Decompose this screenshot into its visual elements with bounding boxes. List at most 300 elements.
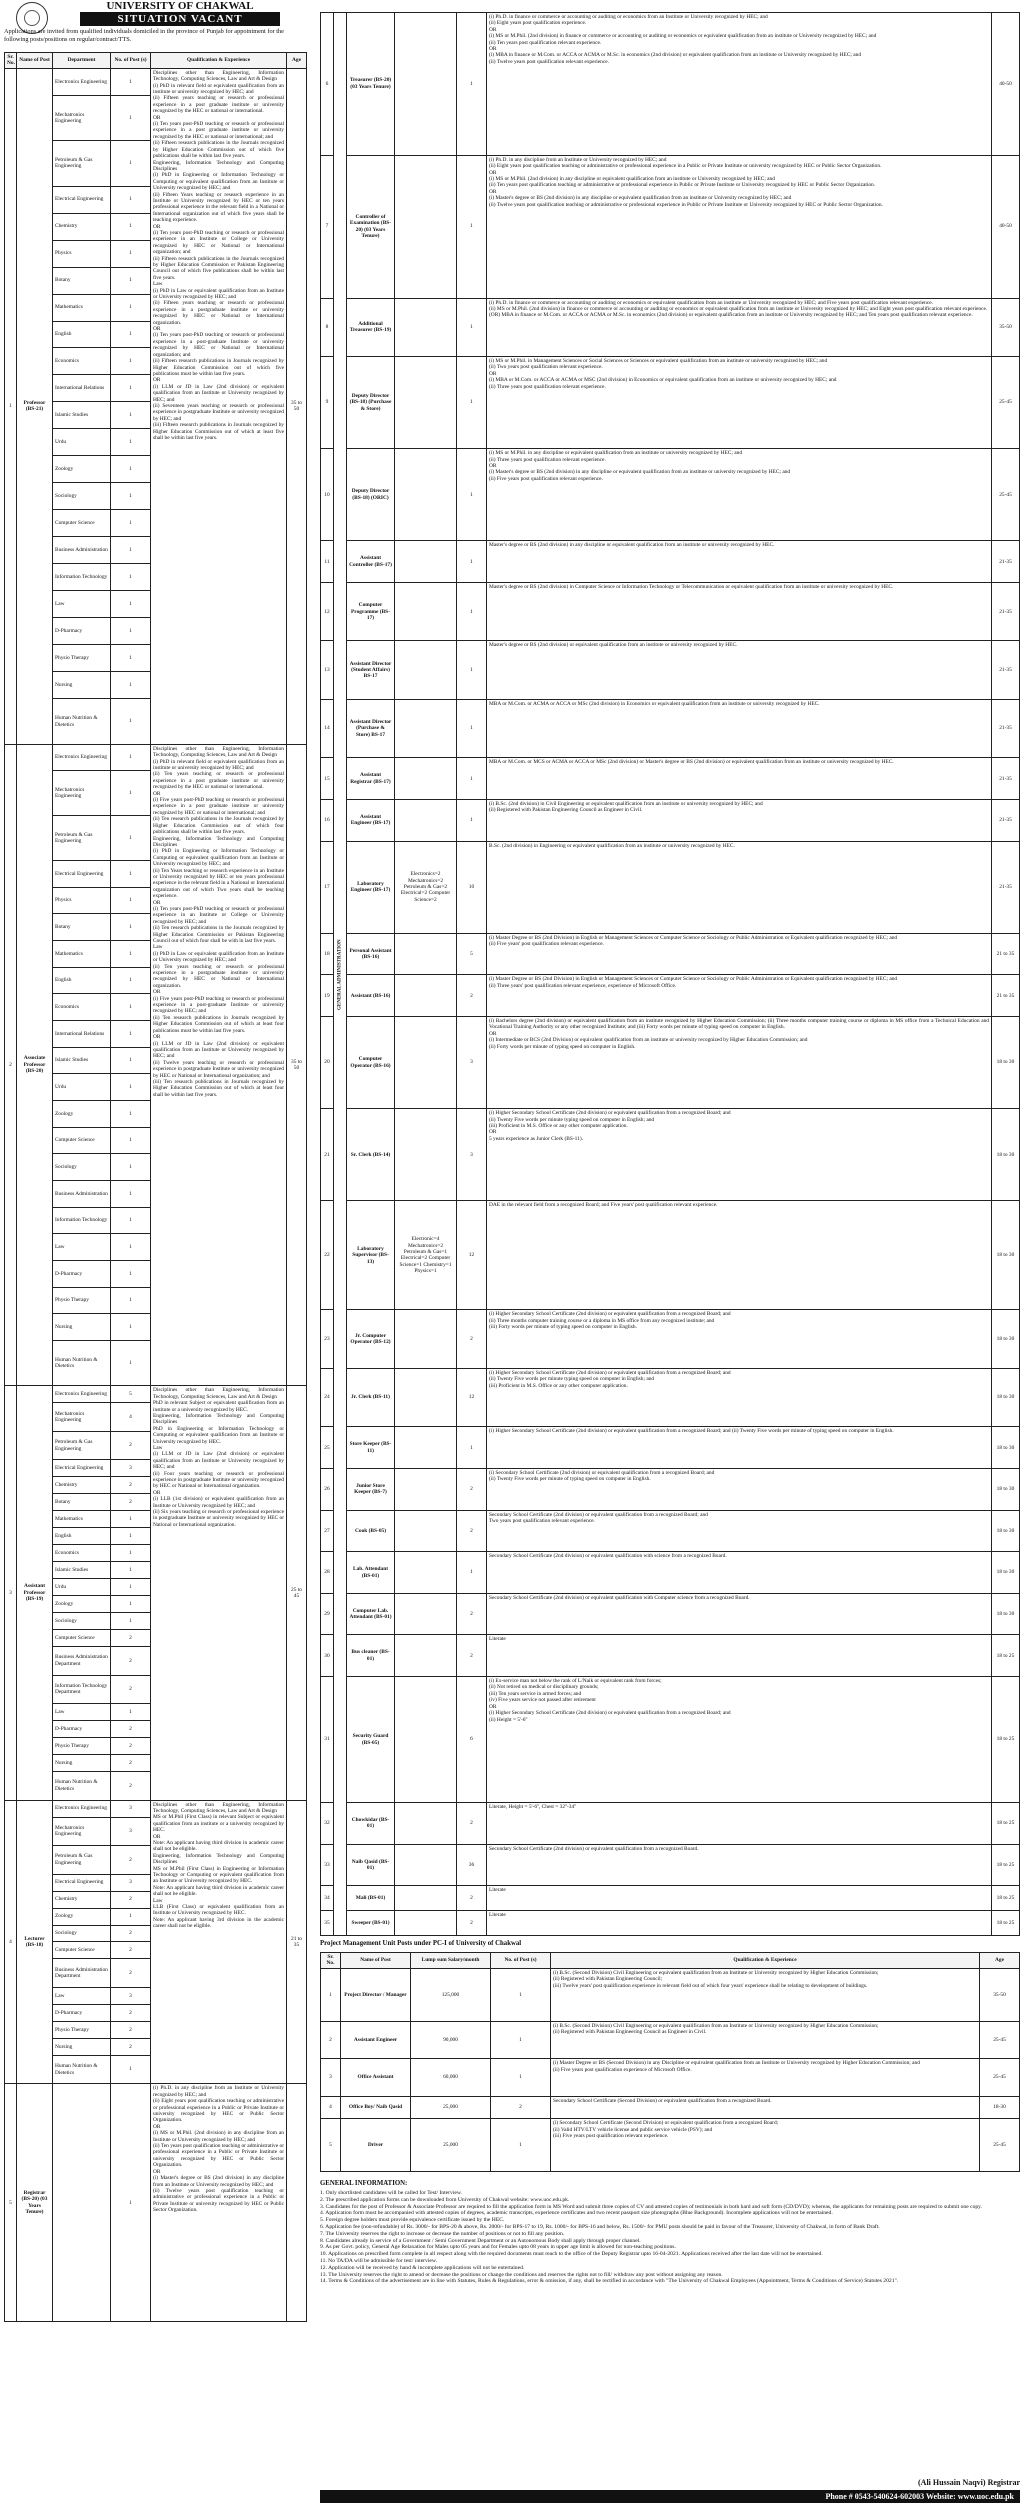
salary: 25,000 — [411, 2119, 491, 2172]
post-name: Bus cleaner (BS-01) — [347, 1635, 395, 1677]
post-count: 1 — [111, 1287, 151, 1314]
post-count: 1 — [111, 2055, 151, 2084]
department: Petroleum & Gas Engineering — [53, 1846, 111, 1875]
department: Information Technology Department — [53, 1675, 111, 1704]
department — [395, 1427, 457, 1469]
qualification: DAE in the relevant field from a recognized Board; and Five years' post qualification relevant experience. — [487, 1201, 992, 1310]
age: 40-50 — [992, 155, 1020, 298]
post-count: 1 — [111, 1613, 151, 1630]
department: Human Nutrition & Dietetics — [53, 699, 111, 745]
admin-table — [320, 12, 1020, 1936]
post-count: 1 — [457, 1427, 487, 1469]
post-count: 2 — [111, 1721, 151, 1738]
post-count: 1 — [111, 483, 151, 510]
post-count: 1 — [457, 1552, 487, 1594]
general-info-item: 8. Candidates already in service of a Government / Semi Government Department or an Autonomous Body shall apply through proper channel. — [320, 2237, 641, 2244]
department: Electronic=4 Mechatronics=2 Petroleum & Gas=1 Electrical=2 Computer Science=1 Chemistry=1 Physics=1 — [395, 1201, 457, 1310]
department — [395, 1109, 457, 1201]
qualification: Literate — [487, 1635, 992, 1677]
university-name: UNIVERSITY OF CHAKWAL — [106, 0, 254, 12]
department: Economics — [53, 1545, 111, 1562]
general-info-item: 13. The University reserves the right to amend or decrease the positions or change the conditions and reserves the rights not to fill/ withdraw any post without assigning any reason. — [320, 2271, 723, 2278]
post-count: 1 — [111, 186, 151, 213]
department — [395, 1017, 457, 1109]
sr-no: 32 — [321, 1803, 334, 1845]
department: Computer Science — [53, 1630, 111, 1647]
post-name: Personal Assistant (BS-16) — [347, 933, 395, 975]
department: Mechatronics Engineering — [53, 771, 111, 816]
faculty-body — [5, 68, 307, 2321]
post-count: 1 — [111, 141, 151, 186]
age: 35-50 — [980, 1968, 1020, 2021]
department: Chemistry — [53, 1477, 111, 1494]
department: Nursing — [53, 1755, 111, 1772]
qualification: Secondary School Certificate (2nd division) or equivalent qualification from a recognized Board; and Two years post qualification relevant experience. — [487, 1510, 992, 1552]
table-row — [321, 1910, 1020, 1935]
post-count: 1 — [111, 591, 151, 618]
post-name: Junior Store Keeper (BS-7) — [347, 1469, 395, 1511]
post-count: 2 — [491, 2096, 551, 2118]
post-count: 1 — [111, 618, 151, 645]
sr-no: 12 — [321, 583, 334, 641]
sr-no: 4 — [321, 2096, 341, 2118]
table-row — [321, 2096, 1020, 2118]
post-name: Lab. Attendant (BS-01) — [347, 1552, 395, 1594]
situation-vacant-banner: SITUATION VACANT — [80, 12, 280, 26]
general-information-list — [320, 2190, 1020, 2285]
salary: 125,000 — [411, 1968, 491, 2021]
post-count: 1 — [457, 699, 487, 757]
department — [395, 1635, 457, 1677]
admin-body — [321, 13, 1020, 1936]
age: 21 to 35 — [992, 975, 1020, 1017]
post-count: 1 — [457, 155, 487, 298]
department: English — [53, 1528, 111, 1545]
department: Electrical Engineering — [53, 861, 111, 888]
pmu-title: Project Management Unit Posts under PC-I of University of Chakwal — [320, 1940, 522, 1947]
department: Law — [53, 1987, 111, 2004]
qualification: (i) Bachelors degree (2nd division) or equivalent qualification from an institute recognized by Higher Education Commission; (ii) Three months computer training course or diploma in MS office from a Technical Education and Vocational Training Authority or any other recognized Institute; and (iii) Forty words per minute of typing speed on computer in English. OR (i) Intermediate or BCS (2nd Division) or equivalent qualification from an institute or university recognized by Higher Education Commission; and (ii) Forty words per minute of typing speed on computer in English. — [487, 1017, 992, 1109]
post-count: 5 — [457, 933, 487, 975]
department: Electronics Engineering — [53, 744, 111, 771]
table-row — [321, 1968, 1020, 2021]
post-count: 1 — [111, 1528, 151, 1545]
post-count: 2 — [111, 1477, 151, 1494]
post-name: Assistant Controller (BS-17) — [347, 541, 395, 583]
post-count: 2 — [111, 1647, 151, 1676]
department — [53, 2084, 111, 2322]
table-row — [321, 933, 1020, 975]
post-count: 1 — [111, 861, 151, 888]
department: Zoology — [53, 456, 111, 483]
table-row — [321, 1803, 1020, 1845]
sr-no: 34 — [321, 1886, 334, 1911]
table-row — [321, 1510, 1020, 1552]
age: 21 to 35 — [287, 1800, 307, 2084]
department: Information Technology — [53, 1207, 111, 1234]
department: Physio Therapy — [53, 1287, 111, 1314]
qualification: Master's degree or BS (2nd division) in Computer Science or Information Technology or Telecommunication or equivalent qualification from an institute or university recognized by HEC. — [487, 583, 992, 641]
post-count: 1 — [111, 914, 151, 941]
age: 25-45 — [992, 357, 1020, 449]
department — [395, 298, 457, 356]
sr-no: 35 — [321, 1910, 334, 1935]
post-count: 1 — [111, 510, 151, 537]
post-count: 12 — [457, 1201, 487, 1310]
sr-no: 2 — [321, 2021, 341, 2059]
post-count: 1 — [111, 240, 151, 267]
department: Chemistry — [53, 213, 111, 240]
qualification: Master's degree or BS (2nd division) or equivalent qualification from an institute or university recognized by HEC. — [487, 641, 992, 699]
post-count: 1 — [111, 645, 151, 672]
department: Economics — [53, 348, 111, 375]
post-count: 2 — [111, 1771, 151, 1800]
department: Electronics Engineering — [53, 1800, 111, 1817]
department: Urdu — [53, 429, 111, 456]
age: 18 to 25 — [992, 1803, 1020, 1845]
department: Mechatronics Engineering — [53, 1403, 111, 1432]
sr-no: 11 — [321, 541, 334, 583]
qualification: (i) Master Degree or BS (Second Division) in any Discipline or equivalent qualification from an Institute or University recognized by Higher Education Commission; and (ii) Five years post qualification experience of Microsoft Office. — [551, 2059, 980, 2097]
post-name: Store Keeper (BS-11) — [347, 1427, 395, 1469]
table-row — [321, 1201, 1020, 1310]
post-count: 1 — [111, 294, 151, 321]
age: 18 to 25 — [992, 1910, 1020, 1935]
department — [395, 583, 457, 641]
department: Electronics Engineering — [53, 68, 111, 95]
age: 18 to 30 — [992, 1593, 1020, 1635]
post-count: 1 — [111, 699, 151, 745]
sr-no: 26 — [321, 1469, 334, 1511]
department — [395, 449, 457, 541]
department: Botany — [53, 267, 111, 294]
department: Mathematics — [53, 1511, 111, 1528]
post-count: 1 — [111, 95, 151, 140]
post-name: Deputy Director (BS-18) (ORIC) — [347, 449, 395, 541]
col-post: Name of Post — [17, 53, 53, 69]
qualification: Literate — [487, 1910, 992, 1935]
general-info-item: 11. No TA/DA will be admissible for test/ interview. — [320, 2257, 437, 2264]
post-name: Office Assistant — [341, 2059, 411, 2097]
post-name: Office Boy/ Naib Qasid — [341, 2096, 411, 2118]
post-count: 2 — [111, 1738, 151, 1755]
qualification: (i) B.Sc. (Second Division) Civil Engineering or equivalent qualification from an Institute or University recognized by Higher Education Commission; (ii) Registered with Pakistan Engineering Council as Engineer in Civil. — [551, 2021, 980, 2059]
department — [395, 357, 457, 449]
sr-no: 18 — [321, 933, 334, 975]
general-info-item: 9. As per Govt. policy, General Age Relaxation for Males upto 05 years and for Females upto 08 years in upper age limit is allowed for non-teaching positions. — [320, 2244, 676, 2251]
table-row — [321, 449, 1020, 541]
department: Electronics=2 Mechatronics=2 Petroleum & Gas=2 Electrical=2 Computer Science=2 — [395, 841, 457, 933]
post-count: 1 — [111, 1154, 151, 1181]
post-name: Assistant Engineer (BS-17) — [347, 800, 395, 842]
department: Urdu — [53, 1579, 111, 1596]
post-count: 1 — [457, 583, 487, 641]
pmu-col-posts: No. of Post (s) — [491, 1953, 551, 1969]
qualification: (i) Ph.D. in finance or commerce or accounting or auditing or economics or equivalent qualification from an institute or University recognized by HEC; and Five years post qualification relevant experience. (ii) MS or M.Phil. (2nd division) in finance or commerce or accounting or auditing or economics or equivalent qualification from an institute or University recognized by HEC; and Eight years post qualification relevant experience. (OR) MBA in finance or M.Com. or ACCA or ACMA or M.Sc. in economics (2nd division) or equivalent qualification from an institute or University recognized by HEC; and Ten years post qualification relevant experience. — [487, 298, 992, 356]
post-count: 1 — [111, 994, 151, 1021]
sr-no: 29 — [321, 1593, 334, 1635]
post-count: 2 — [111, 1755, 151, 1772]
post-count: 1 — [111, 1234, 151, 1261]
age: 35 to 50 — [287, 68, 307, 744]
post-count: 3 — [111, 1987, 151, 2004]
department: Islamic Studies — [53, 1562, 111, 1579]
department: Sociology — [53, 483, 111, 510]
post-name: Naib Qasid (BS-01) — [347, 1844, 395, 1886]
age: 40-50 — [992, 13, 1020, 156]
department: Botany — [53, 914, 111, 941]
post-name: Assistant Director (Purchase & Store) BS-17 — [347, 699, 395, 757]
post-count: 1 — [111, 456, 151, 483]
post-count: 1 — [111, 321, 151, 348]
general-information-title: GENERAL INFORMATION: — [320, 2180, 408, 2187]
qualification: MBA or M.Com. or MCS or ACMA or ACCA or MSc (2nd division) or Master's degree or BS (2nd division) or equivalent qualification from an institute or university recognized by HEC. — [487, 758, 992, 800]
post-count: 1 — [457, 357, 487, 449]
qualification: (i) Higher Secondary School Certificate (2nd division) or equivalent qualification from a recognized Board; and (ii) Twenty Five words per minute typing speed on computer in English; and (iii) Proficient in M.S. Office or any other computer application. — [487, 1368, 992, 1426]
post-count: 2 — [111, 2021, 151, 2038]
age: 25-45 — [980, 2021, 1020, 2059]
post-name: Jr. Clerk (BS-11) — [347, 1368, 395, 1426]
post-count: 3 — [111, 1800, 151, 1817]
table-row — [321, 1593, 1020, 1635]
age: 18 to 30 — [992, 1017, 1020, 1109]
post-name: Assistant Engineer — [341, 2021, 411, 2059]
department: Petroleum & Gas Engineering — [53, 141, 111, 186]
sr-no: 6 — [321, 13, 334, 156]
qualification: B.Sc. (2nd division) in Engineering or equivalent qualification from an institute or university recognized by HEC. — [487, 841, 992, 933]
table-row — [321, 641, 1020, 699]
sr-no: 31 — [321, 1677, 334, 1803]
table-row — [321, 298, 1020, 356]
qualification: (i) Secondary School Certificate (Second Division) or equivalent qualification from a recognized Board; (ii) Valid HTV/LTV vehicle license and public service vehicle (PSV); and (iii) Five years post qualification relevant experience. — [551, 2119, 980, 2172]
department: D-Pharmacy — [53, 618, 111, 645]
table-row — [321, 1368, 1020, 1426]
pmu-col-salary: Lump sum Salary/month — [411, 1953, 491, 1969]
general-info-item: 2. The prescribed application forms can be downloaded from University of Chakwal website: www.uoc.edu.pk. — [320, 2196, 570, 2203]
post-count: 2 — [111, 1494, 151, 1511]
sr-no: 22 — [321, 1201, 334, 1310]
qualification: Secondary School Certificate (2nd division) or equivalent qualification from a recognized Board. — [487, 1844, 992, 1886]
post-count: 1 — [111, 429, 151, 456]
post-count: 1 — [111, 1021, 151, 1048]
department: Computer Science — [53, 1942, 111, 1959]
sr-no: 15 — [321, 758, 334, 800]
post-count: 1 — [111, 771, 151, 816]
post-name: Assistant Director (Student Affairs) BS-17 — [347, 641, 395, 699]
sr-no: 8 — [321, 298, 334, 356]
age: 25-45 — [980, 2119, 1020, 2172]
col-posts: No. of Post (s) — [111, 53, 151, 69]
sr-no: 13 — [321, 641, 334, 699]
sr-no: 1 — [321, 1968, 341, 2021]
post-count: 3 — [111, 1874, 151, 1891]
department — [395, 1368, 457, 1426]
qualification: Master's degree or BS (2nd division) in any discipline or equivalent qualification from an institute or university recognized by HEC. — [487, 541, 992, 583]
department — [395, 975, 457, 1017]
post-count: 5 — [111, 1386, 151, 1403]
post-count: 10 — [457, 841, 487, 933]
department: Electronics Engineering — [53, 1386, 111, 1403]
department: Islamic Studies — [53, 402, 111, 429]
qualification: Disciplines other than Engineering, Information Technology, Computing Sciences, Law and Art & Design PhD in relevant Subject or equivalent qualification from an institute or a university recognized by HEC. Engineering, Information Technology and Computing Disciplines PhD in Engineering or Information Technology or Computing or equivalent qualification from an Institute or University recognized by HEC. Law (i) LLM or JD in Law (2nd division) or equivalent qualification from an Institute or University recognized by HEC; and (ii) Four years teaching or research or professional experience in postgraduate Institute or university recognized by HEC or National or International organization. OR (i) LLB (1st division) or equivalent qualification from an Institute or University recognized by HEC; and (ii) Six years teaching or research or professional experience in postgraduate Institute or university recognized by HEC or National or International organization. — [151, 1386, 287, 1800]
qualification: Disciplines other than Engineering, Information Technology, Computing Sciences, Law and Art & Design (i) PhD in relevant field or equivalent qualification from an institute or university recognized by HEC; and (ii) Fifteen years teaching or research or professional experience in a post graduate institute or university recognized by the HEC or national or international. OR (i) Ten years post-PhD teaching or research or professional experience in a post graduate institute or university recognized by the HEC or national or international; and (ii) Fifteen research publications in the Journals recognized by Higher Education Commission out of which five publications shall be within last five years. Engineering, Information Technology and Computing Disciplines (i) PhD in Engineering or Information Technology or Computing or equivalent qualification from an Institute or University recognized by HEC; and (ii) Fifteen Years teaching or research experience in an Institute or University recognized by HEC or ten years professional experience in the relevant field in a National or International organization out of which five years shall be teaching experience. OR (i) Ten years post-PhD teaching or research or professional experience in an Institute or College or University recognized by HEC or National or International organization; and (ii) Fifteen research publications in the Journals recognized by Higher Education Commission or Pakistan Engineering Council out of which five publications shall be within last five years. Law (i) PhD in Law or equivalent qualification from an Institute or University recognized by HEC; and (ii) Fifteen years teaching or research or professional experience in a postgraduate institute or university recognized by HEC or National or International organization. OR (i) Ten years post-PhD teaching or research or professional experience in a post-graduate Institute or university recognized by HEC or National or International organization; and (ii) Fifteen research publications in Journals recognized by Higher Education Commission out of which five publications must be within last five years. OR (i) LLM or JD in Law (2nd division) or equivalent qualification from an Institute or University recognized by HEC; and (ii) Seventeen years teaching or research or professional experience in postgraduate Institute or university recognized by HEC; and (iii) Fifteen research publications in Journals recognized by Higher Education Commission out of which at least five shall be within last five years. — [151, 68, 287, 744]
sr-no: 28 — [321, 1552, 334, 1594]
post-count: 1 — [457, 800, 487, 842]
department — [395, 13, 457, 156]
department: Urdu — [53, 1074, 111, 1101]
post-count: 1 — [111, 1101, 151, 1128]
post-count: 1 — [111, 1207, 151, 1234]
age: 21-35 — [992, 641, 1020, 699]
post-count: 1 — [457, 449, 487, 541]
post-count: 1 — [457, 13, 487, 156]
post-name: Cook (BS-05) — [347, 1510, 395, 1552]
department: Mechatronics Engineering — [53, 1817, 111, 1846]
post-count: 2 — [457, 975, 487, 1017]
table-row — [321, 541, 1020, 583]
pmu-col-qualification: Qualification & Experience — [551, 1953, 980, 1969]
department: Sociology — [53, 1613, 111, 1630]
post-count: 1 — [111, 1074, 151, 1101]
sr-no: 2 — [5, 744, 17, 1385]
post-count: 2 — [457, 1886, 487, 1911]
age: 18 to 30 — [992, 1552, 1020, 1594]
table-row — [321, 758, 1020, 800]
post-name: Chowkidar (BS-01) — [347, 1803, 395, 1845]
department: Mechatronics Engineering — [53, 95, 111, 140]
qualification: (i) Secondary School Certificate (2nd division) or equivalent qualification from a recognized Board; and (ii) Twenty Five words per minute of typing speed on computer in English. — [487, 1469, 992, 1511]
qualification: (i) Master Degree or BS (2nd Division) in English or Management Sciences or Computer Science or Sociology or Public Administration or Equivalent qualification recognized by HEC; and (ii) Three years' post qualification relevant experience, experience of Microsoft Office. — [487, 975, 992, 1017]
department: Law — [53, 591, 111, 618]
department: Business Administration — [53, 1181, 111, 1208]
sr-no: 4 — [5, 1800, 17, 2084]
post-name: Laboratory Supervisor (BS-13) — [347, 1201, 395, 1310]
qualification: (i) Higher Secondary School Certificate (2nd division) or equivalent qualification from a recognized Board; and (ii) Twenty Five words per minute of typing speed on computer in English. — [487, 1427, 992, 1469]
table-row — [5, 68, 307, 95]
department — [395, 933, 457, 975]
post-count: 1 — [111, 1704, 151, 1721]
table-row — [321, 841, 1020, 933]
qualification: Disciplines other than Engineering, Information Technology, Computing Sciences, Law and Art & Design MS or M.Phil (First Class) in relevant Subject or equivalent qualification from an institute or a university recognized by HEC. OR Note: An applicant having third division in academic career shall not be eligible. Engineering, Information Technology and Computing Disciplines MS or M.Phil (First Class) in Engineering or Information Technology or Computing or equivalent qualification from an Institute or University recognized by HEC. Note: An applicant having third division in academic career shall not be eligible. Law LLB (First Class) or equivalent qualification from an Institute or University recognized by HEC. Note: An applicant having 3rd division in the academic career shall not be eligible. — [151, 1800, 287, 2084]
sr-no: 25 — [321, 1427, 334, 1469]
salary: 25,000 — [411, 2096, 491, 2118]
post-name: Registrar (BS-20) (03 Years Tenure) — [17, 2084, 53, 2322]
department: Law — [53, 1234, 111, 1261]
age: 18 to 30 — [992, 1427, 1020, 1469]
department: Computer Science — [53, 510, 111, 537]
department: Computer Science — [53, 1127, 111, 1154]
department: Economics — [53, 994, 111, 1021]
table-row — [321, 800, 1020, 842]
table-row — [321, 1109, 1020, 1201]
post-count: 1 — [111, 375, 151, 402]
age: 35 to 50 — [287, 744, 307, 1385]
post-name: Assistant (BS-16) — [347, 975, 395, 1017]
post-count: 1 — [111, 1545, 151, 1562]
department: Business Administration — [53, 537, 111, 564]
sr-no: 10 — [321, 449, 334, 541]
department — [395, 1593, 457, 1635]
post-count: 3 — [111, 1460, 151, 1477]
department: Mathematics — [53, 294, 111, 321]
sr-no: 1 — [5, 68, 17, 744]
department: Electrical Engineering — [53, 1874, 111, 1891]
table-row — [321, 1844, 1020, 1886]
post-count: 1 — [111, 744, 151, 771]
post-name: Associate Professor (BS-20) — [17, 744, 53, 1385]
post-count: 2 — [457, 1593, 487, 1635]
department: Zoology — [53, 1908, 111, 1925]
age: 18-30 — [980, 2096, 1020, 2118]
post-count: 1 — [111, 941, 151, 968]
age: 18 to 25 — [992, 1844, 1020, 1886]
post-name: Deputy Director (BS-18) (Purchase & Store) — [347, 357, 395, 449]
post-count: 6 — [457, 1677, 487, 1803]
department: Electrical Engineering — [53, 1460, 111, 1477]
col-sr: Sr. No. — [5, 53, 17, 69]
post-name: Jr. Computer Operator (BS-12) — [347, 1310, 395, 1368]
post-count: 2 — [457, 1510, 487, 1552]
faculty-table — [4, 52, 307, 2322]
qualification: (i) Ph.D. in any discipline from an Institute or University recognized by HEC; and (ii) Eight years post qualification teaching or administrative or professional experience in a Public or Private Institute or university recognized by HEC or Public Sector Organization. OR (i) MS or M.Phil. (2nd division) in any discipline or equivalent qualification from an institute or University recognized by HEC; and (ii) Ten years post qualification teaching or administrative or professional experience in Public or Private Institute or University recognized by HEC or Public Sector Organization. OR (i) Master's degree or BS (2nd division) in any discipline or equivalent qualification from an institute or University recognized by HEC; and (ii) Twelve years post qualification teaching or administrative or professional experience in Public or Private Institute or University recognized by HEC or Public Sector Organization. — [487, 155, 992, 298]
department: D-Pharmacy — [53, 1721, 111, 1738]
department — [395, 800, 457, 842]
department: Physio Therapy — [53, 2021, 111, 2038]
post-name: Professor (BS-21) — [17, 68, 53, 744]
department: Chemistry — [53, 1891, 111, 1908]
age: 25-45 — [992, 449, 1020, 541]
post-name: Computer Lab. Attendant (BS-01) — [347, 1593, 395, 1635]
age: 18 to 25 — [992, 1886, 1020, 1911]
department — [395, 1469, 457, 1511]
department: Sociology — [53, 1925, 111, 1942]
sr-no: 14 — [321, 699, 334, 757]
post-count: 1 — [457, 758, 487, 800]
department: English — [53, 967, 111, 994]
department: Nursing — [53, 672, 111, 699]
general-info-item: 12. Application will be received by hand & incomplete applications will not be entertained. — [320, 2264, 525, 2271]
post-count: 1 — [111, 816, 151, 861]
sr-no: 16 — [321, 800, 334, 842]
age: 21-35 — [992, 758, 1020, 800]
department — [395, 541, 457, 583]
age: 18 to 30 — [992, 1469, 1020, 1511]
post-name: Additional Treasurer (BS-19) — [347, 298, 395, 356]
department: Zoology — [53, 1101, 111, 1128]
post-count: 1 — [111, 1908, 151, 1925]
pmu-body — [321, 1968, 1020, 2171]
department: English — [53, 321, 111, 348]
post-count: 2 — [111, 1675, 151, 1704]
department — [395, 1310, 457, 1368]
table-row — [321, 1017, 1020, 1109]
post-name: Computer Operator (BS-16) — [347, 1017, 395, 1109]
age: 21-35 — [992, 800, 1020, 842]
post-count: 3 — [457, 1017, 487, 1109]
department: Electrical Engineering — [53, 186, 111, 213]
sr-no: 23 — [321, 1310, 334, 1368]
qualification: (i) B.Sc. (Second Division) Civil Engineering or equivalent qualification from an Institute or University recognized by Higher Education Commission; (ii) Registered with Pakistan Engineering Council; (iii) Twelve years' post qualification experience in relevant field out of which four years' experience shall be relating to development of buildings. — [551, 1968, 980, 2021]
age: 21-35 — [992, 583, 1020, 641]
qualification: Literate, Height = 5'-6'', Chest = 32''-34'' — [487, 1803, 992, 1845]
sr-no: 3 — [5, 1386, 17, 1800]
table-row — [321, 583, 1020, 641]
post-count: 1 — [111, 267, 151, 294]
age — [287, 2084, 307, 2322]
post-count: 1 — [111, 68, 151, 95]
post-count: 1 — [111, 564, 151, 591]
sr-no: 3 — [321, 2059, 341, 2097]
